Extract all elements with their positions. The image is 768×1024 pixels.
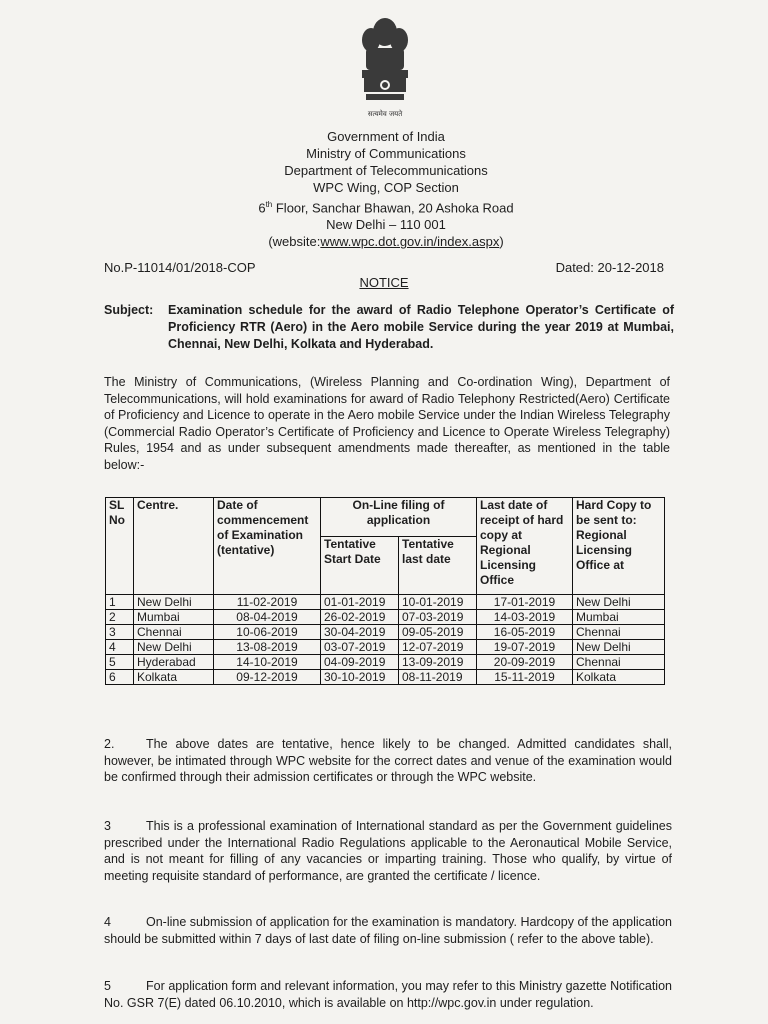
cell-last-date: 09-05-2019 <box>399 625 477 640</box>
cell-office: New Delhi <box>573 640 665 655</box>
header-online-filing: On-Line filing of application <box>321 498 477 537</box>
website-suffix: ) <box>499 234 504 250</box>
paragraph-5-text: For application form and relevant information, you may refer to this Ministry gazette Notification No. GSR 7(E) dated 06.10.2010, which is available on http://wpc.gov.in under regulation. <box>104 979 672 1010</box>
cell-centre: New Delhi <box>134 640 214 655</box>
paragraph-2-text: The above dates are tentative, hence likely to be changed. Admitted candidates shall, however, be intimated through WPC website for the correct dates and venue of the examination would be confirmed through their admission certificates or through the WPC website. <box>104 737 672 784</box>
city-line: New Delhi – 110 001 <box>326 217 446 233</box>
table-row <box>106 625 665 640</box>
header-start-date: Tentative Start Date <box>321 537 399 595</box>
cell-sl: 5 <box>106 655 134 670</box>
table-row <box>106 670 665 685</box>
notice-date: Dated: 20-12-2018 <box>555 260 664 275</box>
cell-office: New Delhi <box>573 595 665 610</box>
cell-exam-date: 14-10-2019 <box>214 655 321 670</box>
header-exam-date: Date of commencement of Examination (tentative) <box>214 498 321 595</box>
address-line <box>180 196 592 216</box>
table-row <box>106 595 665 610</box>
subject-text: Examination schedule for the award of Radio Telephone Operator’s Certificate of Proficiency RTR (Aero) in the Aero mobile Service during the year 2019 at Mumbai, Chennai, New Delhi, Kolkata and Hyderabad. <box>168 303 674 351</box>
cell-sl: 4 <box>106 640 134 655</box>
cell-centre: Chennai <box>134 625 214 640</box>
paragraph-3-number: 3 <box>104 819 111 833</box>
subject-block <box>104 302 674 353</box>
cell-start-date: 03-07-2019 <box>321 640 399 655</box>
header-sl: SL No <box>106 498 134 595</box>
table-row <box>106 610 665 625</box>
schedule-body <box>106 595 665 685</box>
subject-label: Subject: <box>104 303 154 317</box>
cell-exam-date: 09-12-2019 <box>214 670 321 685</box>
cell-exam-date: 10-06-2019 <box>214 625 321 640</box>
cell-sl: 2 <box>106 610 134 625</box>
floor-number: 6 <box>258 200 266 216</box>
cell-centre: Hyderabad <box>134 655 214 670</box>
cell-office: Kolkata <box>573 670 665 685</box>
address-text: Floor, Sanchar Bhawan, 20 Ashoka Road <box>272 200 514 216</box>
cell-receipt-date: 15-11-2019 <box>477 670 573 685</box>
paragraph-2 <box>104 736 672 786</box>
exam-schedule-table <box>105 497 665 685</box>
table-row <box>106 640 665 655</box>
header-hard-copy: Hard Copy to be sent to: Regional Licensing Office at <box>573 498 665 595</box>
cell-office: Chennai <box>573 655 665 670</box>
cell-sl: 3 <box>106 625 134 640</box>
wing-line: WPC Wing, COP Section <box>313 180 459 195</box>
ministry-line: Ministry of Communications <box>306 146 466 161</box>
emblem-motto: सत्यमेव जयते <box>367 110 403 118</box>
paragraph-3 <box>104 818 672 884</box>
national-emblem-icon <box>358 10 412 118</box>
cell-exam-date: 13-08-2019 <box>214 640 321 655</box>
header-centre: Centre. <box>134 498 214 595</box>
reference-line <box>104 260 664 275</box>
govt-line: Government of India <box>327 129 445 144</box>
cell-centre: New Delhi <box>134 595 214 610</box>
cell-office: Mumbai <box>573 610 665 625</box>
intro-paragraph: The Ministry of Communications, (Wireless Planning and Co-ordination Wing), Department of Telecommunications, will hold examinations for award of Radio Telephony Restricted(Aero) Certificate of Proficiency and Licence to operate in the Aero mobile Service under the Indian Wireless Telegraphy (Commercial Radio Operator’s Certificate of Proficiency and Licence to Operate Wireless Telegraphy) Rules, 1954 and as under subsequent amendments made thereafter, as mentioned in the table below:- <box>104 375 670 472</box>
header-receipt-date: Last date of receipt of hard copy at Regional Licensing Office <box>477 498 573 595</box>
cell-start-date: 30-04-2019 <box>321 625 399 640</box>
cell-receipt-date: 17-01-2019 <box>477 595 573 610</box>
paragraph-5 <box>104 978 672 1011</box>
cell-start-date: 30-10-2019 <box>321 670 399 685</box>
cell-office: Chennai <box>573 625 665 640</box>
cell-exam-date: 11-02-2019 <box>214 595 321 610</box>
paragraph-4 <box>104 914 672 947</box>
website-line <box>180 233 592 250</box>
cell-start-date: 01-01-2019 <box>321 595 399 610</box>
paragraph-2-number: 2. <box>104 737 115 751</box>
cell-last-date: 10-01-2019 <box>399 595 477 610</box>
cell-centre: Mumbai <box>134 610 214 625</box>
letterhead <box>180 128 592 250</box>
floor-suffix: th <box>265 200 273 209</box>
header-last-date: Tentative last date <box>399 537 477 595</box>
website-link[interactable]: www.wpc.dot.gov.in/index.aspx <box>320 234 500 250</box>
cell-sl: 1 <box>106 595 134 610</box>
website-prefix: (website: <box>268 234 321 250</box>
cell-receipt-date: 16-05-2019 <box>477 625 573 640</box>
paragraph-4-number: 4 <box>104 915 111 929</box>
cell-start-date: 26-02-2019 <box>321 610 399 625</box>
table-row <box>106 655 665 670</box>
cell-last-date: 12-07-2019 <box>399 640 477 655</box>
reference-number: No.P-11014/01/2018-COP <box>104 260 256 275</box>
cell-exam-date: 08-04-2019 <box>214 610 321 625</box>
cell-receipt-date: 20-09-2019 <box>477 655 573 670</box>
cell-sl: 6 <box>106 670 134 685</box>
cell-receipt-date: 19-07-2019 <box>477 640 573 655</box>
paragraph-5-number: 5 <box>104 979 111 993</box>
paragraph-3-text: This is a professional examination of International standard as per the Government guidelines prescribed under the International Radio Regulations applicable to the Aeronautical Mobile Service, and is not meant for filling of any vacancies or imparting training. Those who qualify, by virtue of meeting requisite standard of performance, are granted the certificate / licence. <box>104 819 672 883</box>
cell-centre: Kolkata <box>134 670 214 685</box>
notice-title: NOTICE <box>359 275 409 290</box>
cell-last-date: 07-03-2019 <box>399 610 477 625</box>
paragraph-4-text: On-line submission of application for the examination is mandatory. Hardcopy of the application should be submitted within 7 days of last date of filing on-line submission ( refer to the above table). <box>104 915 672 946</box>
cell-last-date: 13-09-2019 <box>399 655 477 670</box>
department-line: Department of Telecommunications <box>284 163 488 178</box>
cell-receipt-date: 14-03-2019 <box>477 610 573 625</box>
cell-start-date: 04-09-2019 <box>321 655 399 670</box>
cell-last-date: 08-11-2019 <box>399 670 477 685</box>
